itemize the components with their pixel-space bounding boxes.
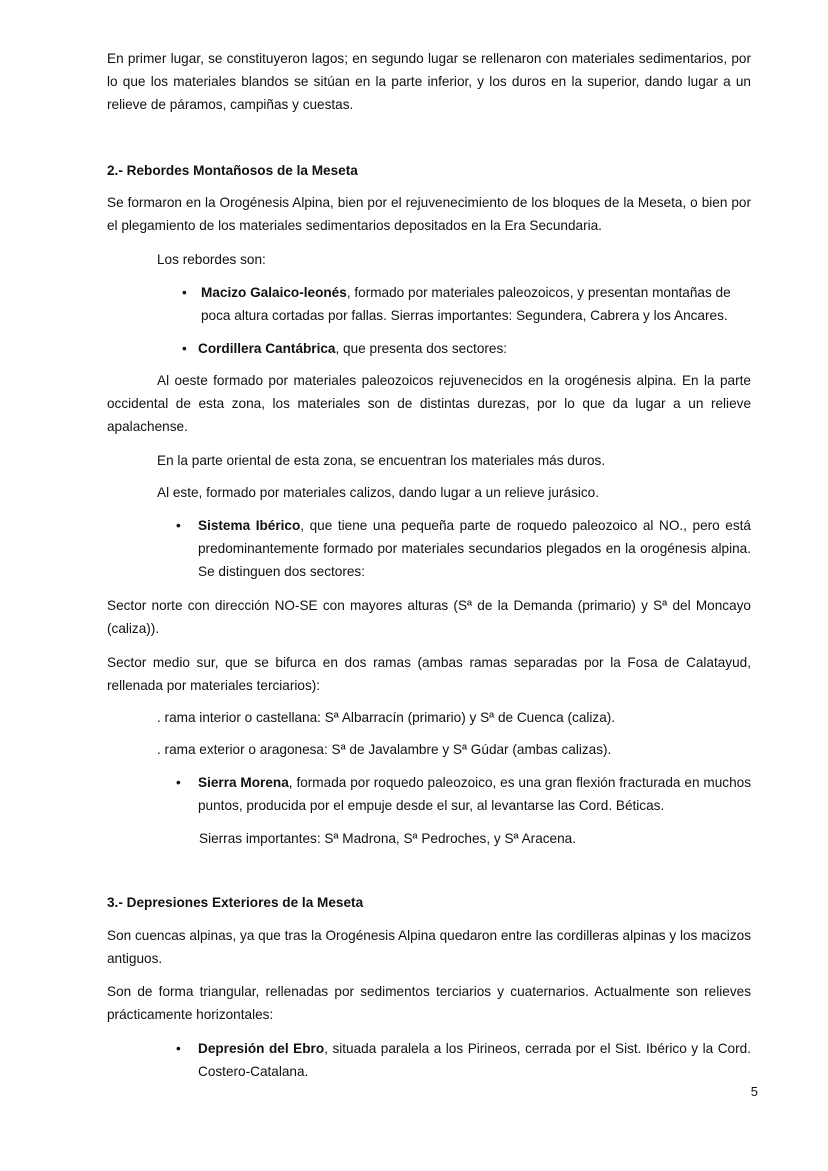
list-item-morena	[198, 771, 751, 817]
cantabrica-oriental: En la parte oriental de esta zona, se encuentran los materiales más duros.	[157, 453, 606, 468]
list-item-macizo-name: Macizo Galaico-leonés	[201, 285, 347, 300]
cantabrica-oeste: Al oeste formado por materiales paleozoicos rejuvenecidos en la orogénesis alpina. En la parte occidental de esta zona, los materiales son de distintas durezas, por lo que da lugar a un relieve apalachense.	[107, 373, 751, 434]
list-item-cantabrica	[198, 337, 751, 360]
page-number: 5	[750, 1084, 758, 1099]
list-item-iberico-name: Sistema Ibérico	[198, 518, 301, 533]
rama-exterior: . rama exterior o aragonesa: Sª de Javalambre y Sª Gúdar (ambas calizas).	[157, 742, 612, 757]
iberico-sector-norte: Sector norte con dirección NO-SE con mayores alturas (Sª de la Demanda (primario) y Sª del Moncayo (caliza)).	[107, 598, 751, 636]
list-item-macizo-text: , formado por materiales paleozoicos, y presentan montañas de poca altura cortadas por fallas. Sierras importantes: Segundera, Cabrera y los Ancares.	[201, 285, 731, 323]
list-item-macizo	[201, 281, 751, 327]
intro-paragraph: En primer lugar, se constituyeron lagos; en segundo lugar se rellenaron con materiales sedimentarios, por lo que los materiales blandos se sitúan en la parte inferior, y los duros en la superior, dando lugar a un relieve de páramos, campiñas y cuestas.	[107, 51, 751, 112]
cantabrica-este: Al este, formado por materiales calizos, dando lugar a un relieve jurásico.	[157, 485, 600, 500]
list-item-iberico	[198, 514, 751, 583]
bullet-icon: •	[176, 775, 181, 790]
bullet-icon: •	[176, 518, 181, 533]
section-3-paragraph-1: Son cuencas alpinas, ya que tras la Orogénesis Alpina quedaron entre las cordilleras alpinas y los macizos antiguos.	[107, 928, 751, 966]
rebordes-lead: Los rebordes son:	[157, 252, 266, 267]
list-item-cantabrica-text: , que presenta dos sectores:	[335, 341, 508, 356]
morena-sierras: Sierras importantes: Sª Madrona, Sª Pedroches, y Sª Aracena.	[199, 831, 577, 846]
list-item-ebro-text: , situada paralela a los Pirineos, cerrada por el Sist. Ibérico y la Cord. Costero-Catalana.	[198, 1041, 751, 1079]
bullet-icon: •	[182, 285, 187, 300]
bullet-icon: •	[176, 1041, 181, 1056]
bullet-icon: •	[182, 341, 187, 356]
rama-interior: . rama interior o castellana: Sª Albarracín (primario) y Sª de Cuenca (caliza).	[157, 710, 616, 725]
list-item-morena-text: , formada por roquedo paleozoico, es una gran flexión fracturada en muchos puntos, producida por el empuje desde el sur, al levantarse las Cord. Béticas.	[198, 775, 751, 813]
section-2-intro: Se formaron en la Orogénesis Alpina, bien por el rejuvenecimiento de los bloques de la Meseta, o bien por el plegamiento de los materiales sedimentarios depositados en la Era Secundaria.	[107, 195, 751, 233]
list-item-iberico-text: , que tiene una pequeña parte de roquedo paleozoico al NO., pero está predominantemente formado por materiales secundarios plegados en la orogénesis alpina. Se distinguen dos sectores:	[198, 518, 751, 579]
section-2-heading: 2.- Rebordes Montañosos de la Meseta	[107, 163, 358, 178]
section-3-paragraph-2: Son de forma triangular, rellenadas por sedimentos terciarios y cuaternarios. Actualmente son relieves prácticamente horizontales:	[107, 984, 751, 1022]
list-item-morena-name: Sierra Morena	[198, 775, 289, 790]
list-item-ebro	[198, 1037, 751, 1083]
list-item-cantabrica-name: Cordillera Cantábrica	[198, 341, 336, 356]
list-item-ebro-name: Depresión del Ebro	[198, 1041, 325, 1056]
iberico-sector-medio: Sector medio sur, que se bifurca en dos ramas (ambas ramas separadas por la Fosa de Calatayud, rellenada por materiales terciarios):	[107, 655, 751, 693]
section-3-heading: 3.- Depresiones Exteriores de la Meseta	[107, 895, 364, 910]
